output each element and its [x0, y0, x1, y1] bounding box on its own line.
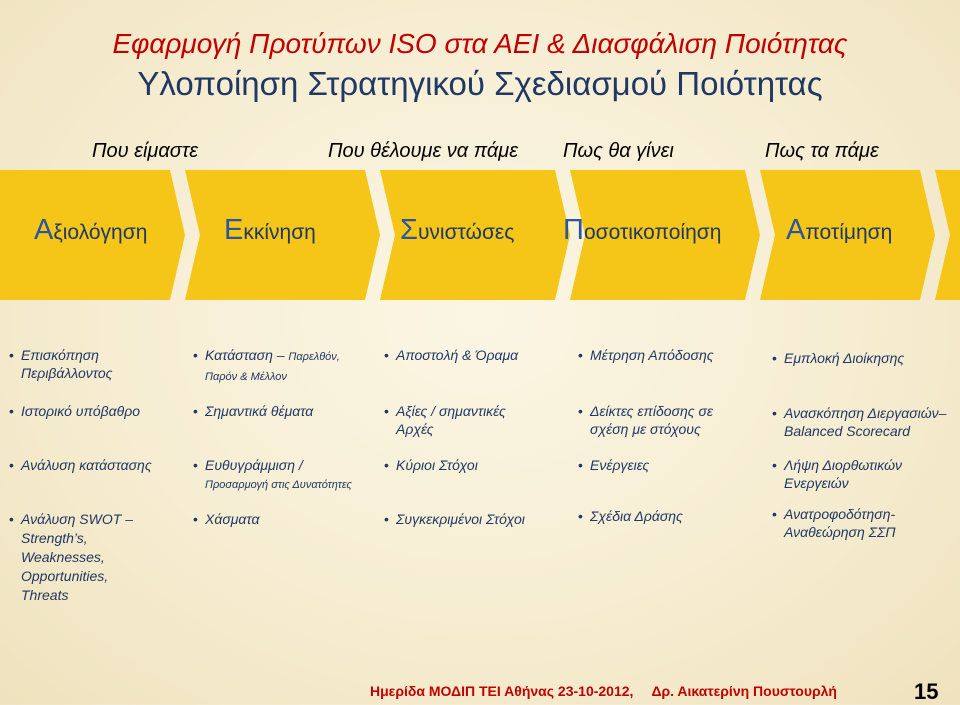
stage-start: Εκκίνηση	[224, 214, 316, 246]
list-item: • Σημαντικά θέματα	[193, 403, 314, 419]
list-item: • Σχέδια Δράσης	[578, 508, 683, 524]
list-item: • Δείκτες επίδοσης σε σχέση με στόχους	[578, 403, 714, 437]
list-item: • Ενέργειες	[578, 457, 650, 473]
page-number: 15	[914, 679, 939, 704]
stage-assessment: Αποτίμηση	[786, 214, 893, 246]
list-item: • Ανατροφοδότηση- Αναθεώρηση ΣΣΠ	[772, 506, 896, 540]
list-item: • Κύριοι Στόχοι	[384, 457, 478, 473]
phase-where-to-go: Που θέλουμε να πάμε	[328, 140, 519, 162]
title-line2: Υλοποίηση Στρατηγικού Σχεδιασμού Ποιότητας	[137, 65, 823, 102]
list-item: • Ανασκόπηση Διεργασιών– Balanced Scorecard	[772, 405, 947, 439]
phase-how: Πως θα γίνει	[563, 140, 674, 162]
list-item: • Λήψη Διορθωτικών Ενεργειών	[772, 457, 903, 491]
stage-components: Συνιστώσες	[400, 214, 515, 246]
list-item: • Αποστολή & Όραμα	[384, 347, 519, 363]
footer-event: Ημερίδα ΜΟΔΙΠ ΤΕΙ Αθήνας 23-10-2012,	[370, 683, 634, 699]
list-item: • Αξίες / σημαντικές Αρχές	[384, 403, 506, 437]
stage-quantification: Ποσοτικοποίηση	[563, 214, 722, 246]
phase-progress: Πως τα πάμε	[765, 140, 879, 162]
stage-evaluation: Αξιολόγηση	[34, 214, 148, 246]
list-item: • Χάσματα	[193, 511, 260, 527]
phase-where-we-are: Που είμαστε	[92, 140, 199, 162]
list-item: • Ανάλυση SWOT – Strength’s, Weaknesses, Opportunities, Threats	[9, 511, 133, 603]
list-item: • Μέτρηση Απόδοσης	[578, 347, 714, 363]
list-item: • Ανάλυση κατάστασης	[9, 457, 152, 473]
list-item: • Συγκεκριμένοι Στόχοι	[384, 511, 525, 527]
list-item: • Επισκόπηση Περιβάλλοντος	[9, 347, 113, 381]
list-item: • Κατάσταση – Παρελθόν, Παρόν & Μέλλον	[193, 347, 340, 383]
list-item: • Ιστορικό υπόβαθρο	[9, 403, 141, 419]
chevron-6	[935, 170, 960, 300]
footer-author: Δρ. Αικατερίνη Πουστουρλή	[651, 683, 837, 699]
list-item: • Ευθυγράμμιση / Προσαρμογή στις Δυνατότητες	[193, 457, 352, 491]
footer	[370, 681, 855, 701]
title-line1: Εφαρμογή Προτύπων ISO στα ΑΕΙ & Διασφάλιση Ποιότητας	[112, 28, 848, 59]
list-item: • Εμπλοκή Διοίκησης	[772, 350, 905, 366]
